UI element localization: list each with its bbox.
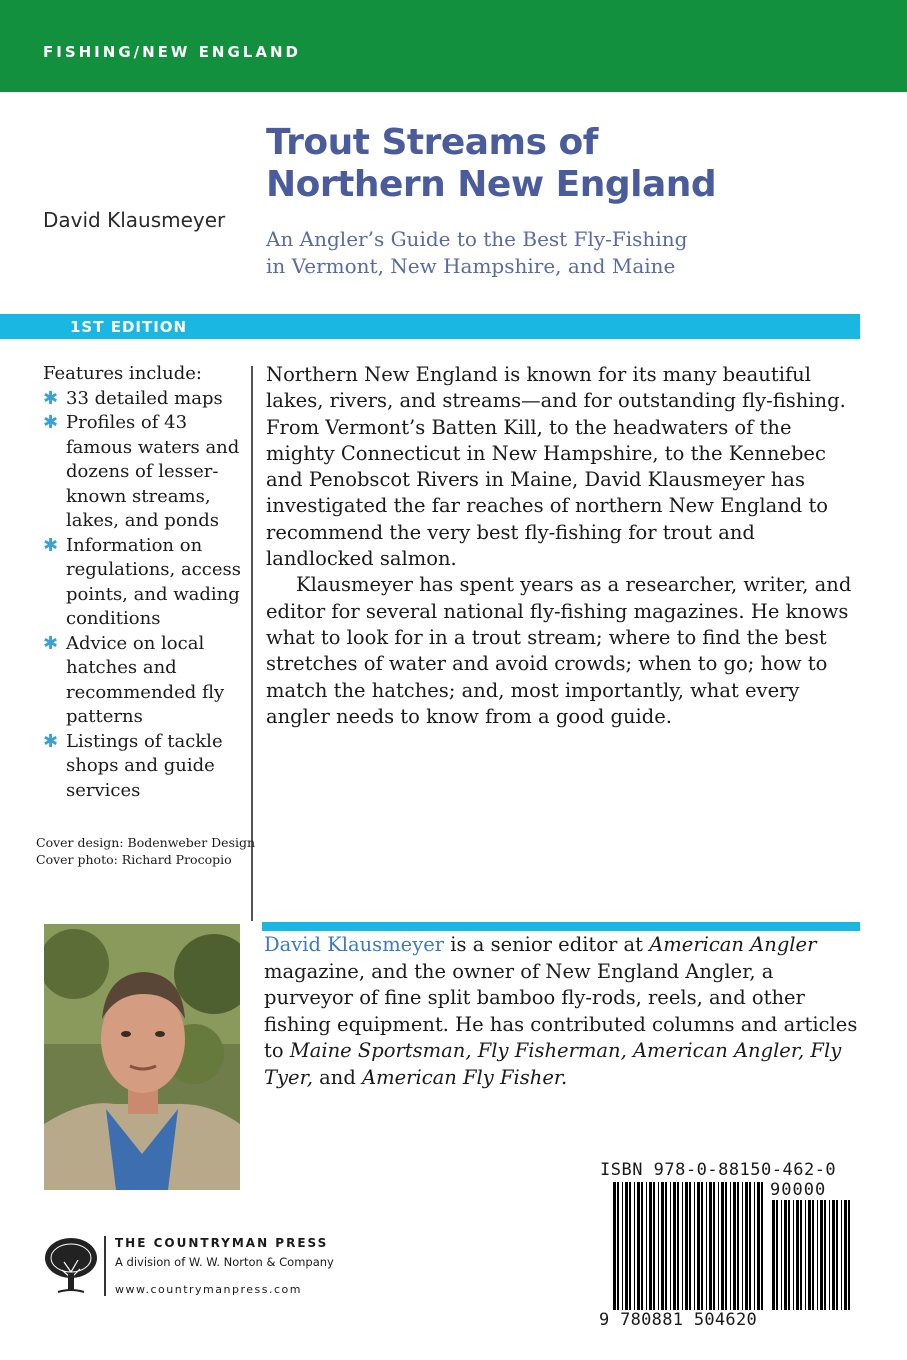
publisher-division: A division of W. W. Norton & Company — [115, 1255, 334, 1269]
title-line-2: Northern New England — [266, 164, 717, 205]
publisher-divider — [104, 1236, 106, 1296]
author-name: David Klausmeyer — [43, 208, 226, 232]
category-label: FISHING/NEW ENGLAND — [43, 43, 301, 61]
bio-author-name: David Klausmeyer — [264, 933, 445, 956]
features-list — [43, 362, 248, 803]
author-photo — [44, 924, 240, 1190]
tree-logo-icon — [42, 1234, 100, 1296]
asterisk-bullet-icon: ✱ — [43, 730, 59, 752]
cover-photo-credit: Cover photo: Richard Procopio — [36, 852, 232, 867]
subtitle-line-2: in Vermont, New Hampshire, and Maine — [266, 254, 676, 278]
asterisk-bullet-icon: ✱ — [43, 632, 59, 654]
isbn-barcode — [613, 1182, 763, 1310]
cover-credits — [36, 834, 255, 868]
feature-item: ✱ Listings of tackle shops and guide services — [43, 730, 223, 801]
bio-divider — [262, 922, 860, 931]
magazine-title: American Fly Fisher. — [362, 1065, 568, 1089]
book-description — [266, 362, 860, 730]
feature-item: ✱ Advice on local hatches and recommended fly patterns — [43, 632, 225, 727]
features-heading: Features include: — [43, 363, 202, 384]
barcode-digits: 9 780881 504620 — [599, 1310, 758, 1330]
feature-item: ✱ Information on regulations, access points, and wading conditions — [43, 534, 241, 629]
book-title — [266, 122, 866, 206]
description-paragraph-1: Northern New England is known for its many beautiful lakes, rivers, and streams—and for outstanding fly-fishing. From Vermont’s Batten Kill, to the headwaters of the mighty Connecticut in New Hampshire, to the Kennebec and Penobscot Rivers in Maine, David Klausmeyer has investigated the far reaches of northern New England to recommend the very best fly-fishing for trout and landlocked salmon. — [266, 363, 846, 571]
description-paragraph-2: Klausmeyer has spent years as a researcher, writer, and editor for several national fly-fishing magazines. He knows what to look for in a trout stream; where to find the best stretches of water and avoid crowds; when to go; how to match the hatches; and, most importantly, what every angler needs to know from a good guide. — [266, 573, 852, 728]
isbn-label: ISBN 978-0-88150-462-0 — [600, 1160, 837, 1180]
book-subtitle — [266, 226, 826, 280]
price-barcode — [772, 1200, 852, 1310]
publisher-name: THE COUNTRYMAN PRESS — [115, 1236, 329, 1250]
publisher-website: www.countrymanpress.com — [115, 1283, 302, 1296]
feature-item: ✱ Profiles of 43 famous waters and dozens of lesser-known streams, lakes, and ponds — [43, 412, 240, 531]
asterisk-bullet-icon: ✱ — [43, 534, 59, 556]
feature-item: ✱ 33 detailed maps — [43, 387, 248, 412]
title-line-1: Trout Streams of — [266, 122, 598, 163]
price-code: 90000 — [770, 1180, 827, 1200]
cover-design-credit: Cover design: Bodenweber Design — [36, 835, 256, 850]
magazine-titles: Maine Sportsman, Fly Fisherman, American Angler, Fly Tyer, — [264, 1039, 842, 1089]
author-bio: David Klausmeyer is a senior editor at American Angler magazine, and the owner of New England Angler, a purveyor of fine split bamboo fly-rods, reels, and other fishing equipment. He has contributed columns and articles to Maine Sportsman, Fly Fisherman, American Angler, Fly Tyer, and American Fly Fisher. — [264, 933, 858, 1089]
subtitle-line-1: An Angler’s Guide to the Best Fly-Fishing — [266, 227, 688, 251]
magazine-title: American Angler — [649, 933, 817, 956]
asterisk-bullet-icon: ✱ — [43, 412, 59, 433]
asterisk-bullet-icon: ✱ — [43, 387, 59, 409]
edition-label: 1ST EDITION — [70, 318, 188, 336]
